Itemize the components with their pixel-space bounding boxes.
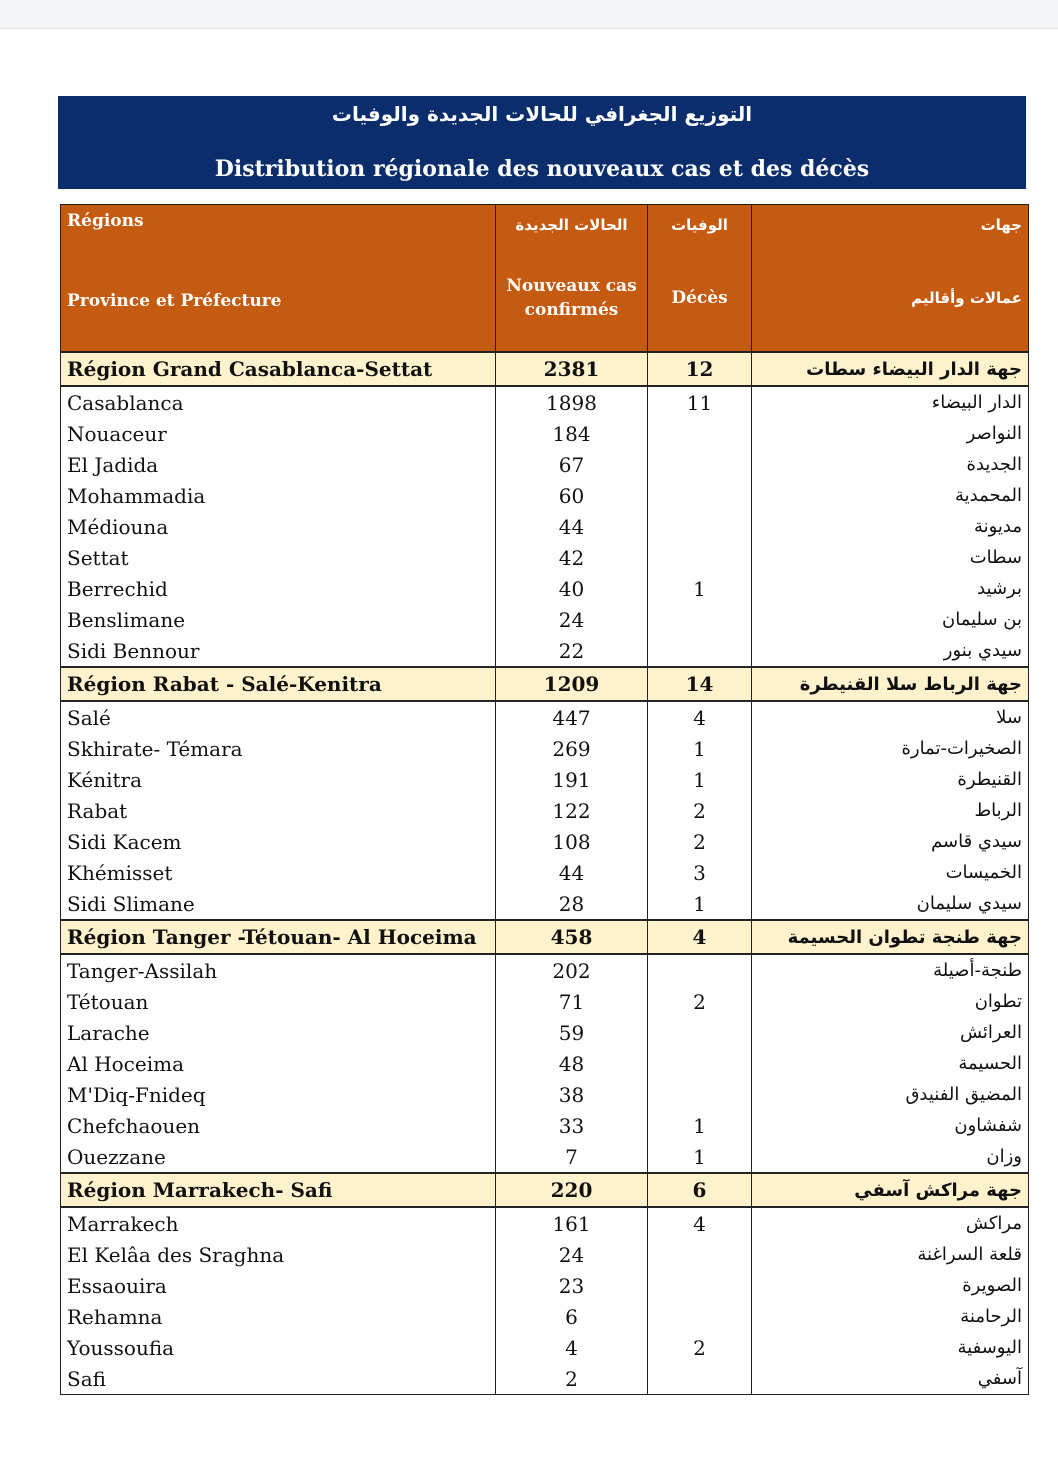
province-name: Sidi Kacem — [61, 826, 496, 857]
province-deaths — [648, 635, 752, 667]
province-name: Al Hoceima — [61, 1048, 496, 1079]
province-name-ar: سيدي بنور — [752, 635, 1029, 667]
province-name-ar: اليوسفية — [752, 1332, 1029, 1363]
province-name: Ouezzane — [61, 1141, 496, 1173]
province-cases: 33 — [496, 1110, 648, 1141]
title-arabic: التوزيع الجغرافي للحالات الجديدة والوفيات — [331, 102, 753, 126]
province-deaths: 1 — [648, 573, 752, 604]
header-province-ar: عمالات وأقاليم — [752, 245, 1029, 352]
province-name: Larache — [61, 1017, 496, 1048]
province-name-ar: الدار البيضاء — [752, 386, 1029, 418]
province-name: Tanger-Assilah — [61, 954, 496, 986]
table-row — [61, 826, 1029, 857]
table-row — [61, 1270, 1029, 1301]
province-deaths — [648, 1301, 752, 1332]
province-cases: 22 — [496, 635, 648, 667]
table-row — [61, 1301, 1029, 1332]
region-row — [61, 920, 1029, 954]
region-cases: 220 — [496, 1173, 648, 1207]
table-row — [61, 1332, 1029, 1363]
table-row — [61, 795, 1029, 826]
header-new-cases-ar: الحالات الجديدة — [496, 205, 648, 246]
header-regions-ar: جهات — [752, 205, 1029, 246]
region-name-ar: جهة طنجة تطوان الحسيمة — [752, 920, 1029, 954]
table-row — [61, 542, 1029, 573]
province-cases: 191 — [496, 764, 648, 795]
region-deaths: 12 — [648, 352, 752, 386]
province-name-ar: الرباط — [752, 795, 1029, 826]
province-name-ar: طنجة-أصيلة — [752, 954, 1029, 986]
province-deaths — [648, 1048, 752, 1079]
province-deaths: 1 — [648, 764, 752, 795]
province-cases: 71 — [496, 986, 648, 1017]
province-cases: 122 — [496, 795, 648, 826]
province-name: Chefchaouen — [61, 1110, 496, 1141]
province-cases: 23 — [496, 1270, 648, 1301]
province-name-ar: الجديدة — [752, 449, 1029, 480]
table-row — [61, 701, 1029, 733]
province-name: Safi — [61, 1363, 496, 1395]
province-name-ar: شفشاون — [752, 1110, 1029, 1141]
region-deaths: 14 — [648, 667, 752, 701]
province-name-ar: برشيد — [752, 573, 1029, 604]
province-cases: 7 — [496, 1141, 648, 1173]
province-name: Skhirate- Témara — [61, 733, 496, 764]
table-row — [61, 986, 1029, 1017]
table-row — [61, 1141, 1029, 1173]
province-deaths: 2 — [648, 1332, 752, 1363]
province-deaths — [648, 1017, 752, 1048]
region-name-ar: جهة الدار البيضاء سطات — [752, 352, 1029, 386]
header-deaths-ar: الوفيات — [648, 205, 752, 246]
province-name-ar: النواصر — [752, 418, 1029, 449]
province-name: Nouaceur — [61, 418, 496, 449]
province-cases: 67 — [496, 449, 648, 480]
province-deaths — [648, 1270, 752, 1301]
province-name: Khémisset — [61, 857, 496, 888]
province-deaths: 1 — [648, 1141, 752, 1173]
table-row — [61, 1207, 1029, 1239]
province-cases: 28 — [496, 888, 648, 920]
province-name: Médiouna — [61, 511, 496, 542]
province-name-ar: سيدي قاسم — [752, 826, 1029, 857]
province-cases: 59 — [496, 1017, 648, 1048]
province-name-ar: سطات — [752, 542, 1029, 573]
province-name-ar: الخميسات — [752, 857, 1029, 888]
table-row — [61, 511, 1029, 542]
table-row — [61, 386, 1029, 418]
province-cases: 4 — [496, 1332, 648, 1363]
province-name-ar: سيدي سليمان — [752, 888, 1029, 920]
province-deaths — [648, 1363, 752, 1395]
province-deaths — [648, 511, 752, 542]
browser-top-bar — [0, 0, 1058, 29]
region-deaths: 6 — [648, 1173, 752, 1207]
province-cases: 48 — [496, 1048, 648, 1079]
title-french: Distribution régionale des nouveaux cas et des décès — [214, 156, 870, 182]
province-name: Casablanca — [61, 386, 496, 418]
province-deaths: 1 — [648, 733, 752, 764]
province-deaths — [648, 1239, 752, 1270]
province-name-ar: المضيق الفنيدق — [752, 1079, 1029, 1110]
region-cases: 1209 — [496, 667, 648, 701]
province-name: Sidi Slimane — [61, 888, 496, 920]
table-row — [61, 418, 1029, 449]
region-name: Région Tanger -Tétouan- Al Hoceima — [61, 920, 496, 954]
province-name: Youssoufia — [61, 1332, 496, 1363]
table-row — [61, 857, 1029, 888]
province-name-ar: العرائش — [752, 1017, 1029, 1048]
province-name: M'Diq-Fnideq — [61, 1079, 496, 1110]
province-cases: 44 — [496, 511, 648, 542]
province-cases: 269 — [496, 733, 648, 764]
table-row — [61, 573, 1029, 604]
province-deaths — [648, 954, 752, 986]
province-cases: 184 — [496, 418, 648, 449]
region-name-ar: جهة مراكش آسفي — [752, 1173, 1029, 1207]
region-deaths: 4 — [648, 920, 752, 954]
province-deaths — [648, 542, 752, 573]
distribution-table — [60, 204, 1029, 1395]
province-cases: 60 — [496, 480, 648, 511]
province-name: Sidi Bennour — [61, 635, 496, 667]
province-name: Mohammadia — [61, 480, 496, 511]
table-row — [61, 1110, 1029, 1141]
table-row — [61, 954, 1029, 986]
province-cases: 2 — [496, 1363, 648, 1395]
province-name: Essaouira — [61, 1270, 496, 1301]
province-cases: 44 — [496, 857, 648, 888]
province-deaths — [648, 449, 752, 480]
header-new-cases-fr-text: Nouveaux cas confirmés — [506, 276, 637, 320]
region-cases: 458 — [496, 920, 648, 954]
header-deaths-fr: Décès — [648, 245, 752, 352]
table-row — [61, 1048, 1029, 1079]
region-row — [61, 1173, 1029, 1207]
province-name-ar: مراكش — [752, 1207, 1029, 1239]
header-province: Province et Préfecture — [61, 245, 496, 352]
table-row — [61, 1079, 1029, 1110]
province-name-ar: سلا — [752, 701, 1029, 733]
region-name: Région Marrakech- Safi — [61, 1173, 496, 1207]
table-row — [61, 888, 1029, 920]
province-deaths — [648, 604, 752, 635]
province-cases: 108 — [496, 826, 648, 857]
region-row — [61, 352, 1029, 386]
province-deaths: 11 — [648, 386, 752, 418]
province-deaths — [648, 418, 752, 449]
region-name: Région Grand Casablanca-Settat — [61, 352, 496, 386]
table-row — [61, 1017, 1029, 1048]
province-name: Kénitra — [61, 764, 496, 795]
province-name: Tétouan — [61, 986, 496, 1017]
table-row — [61, 635, 1029, 667]
province-deaths: 2 — [648, 795, 752, 826]
province-name-ar: مديونة — [752, 511, 1029, 542]
province-name: Marrakech — [61, 1207, 496, 1239]
region-name: Région Rabat - Salé-Kenitra — [61, 667, 496, 701]
province-cases: 1898 — [496, 386, 648, 418]
province-name-ar: آسفي — [752, 1363, 1029, 1395]
province-cases: 38 — [496, 1079, 648, 1110]
province-cases: 24 — [496, 604, 648, 635]
province-name: Rehamna — [61, 1301, 496, 1332]
province-name-ar: الصخيرات-تمارة — [752, 733, 1029, 764]
province-name-ar: القنيطرة — [752, 764, 1029, 795]
province-name: Berrechid — [61, 573, 496, 604]
province-deaths: 3 — [648, 857, 752, 888]
province-name: Settat — [61, 542, 496, 573]
province-name-ar: المحمدية — [752, 480, 1029, 511]
table-row — [61, 1363, 1029, 1395]
region-row — [61, 667, 1029, 701]
province-cases: 447 — [496, 701, 648, 733]
province-name-ar: وزان — [752, 1141, 1029, 1173]
province-cases: 202 — [496, 954, 648, 986]
table-row — [61, 449, 1029, 480]
province-name: El Jadida — [61, 449, 496, 480]
province-deaths: 1 — [648, 1110, 752, 1141]
region-cases: 2381 — [496, 352, 648, 386]
table-header — [61, 205, 1029, 353]
province-deaths: 2 — [648, 826, 752, 857]
province-deaths: 2 — [648, 986, 752, 1017]
table-row — [61, 604, 1029, 635]
province-cases: 24 — [496, 1239, 648, 1270]
province-deaths: 1 — [648, 888, 752, 920]
table-row — [61, 1239, 1029, 1270]
table-row — [61, 480, 1029, 511]
province-name-ar: قلعة السراغنة — [752, 1239, 1029, 1270]
province-name: Salé — [61, 701, 496, 733]
province-cases: 6 — [496, 1301, 648, 1332]
region-name-ar: جهة الرباط سلا القنيطرة — [752, 667, 1029, 701]
province-name-ar: الرحامنة — [752, 1301, 1029, 1332]
header-new-cases-fr — [496, 245, 648, 352]
table-row — [61, 733, 1029, 764]
province-name: Rabat — [61, 795, 496, 826]
table-row — [61, 764, 1029, 795]
province-deaths: 4 — [648, 701, 752, 733]
province-cases: 42 — [496, 542, 648, 573]
title-banner — [58, 96, 1026, 189]
province-deaths — [648, 480, 752, 511]
province-cases: 161 — [496, 1207, 648, 1239]
header-regions: Régions — [61, 205, 496, 246]
province-name-ar: الحسيمة — [752, 1048, 1029, 1079]
table-body — [61, 352, 1029, 1395]
province-deaths: 4 — [648, 1207, 752, 1239]
province-deaths — [648, 1079, 752, 1110]
province-cases: 40 — [496, 573, 648, 604]
province-name-ar: بن سليمان — [752, 604, 1029, 635]
province-name: El Kelâa des Sraghna — [61, 1239, 496, 1270]
province-name-ar: الصويرة — [752, 1270, 1029, 1301]
province-name-ar: تطوان — [752, 986, 1029, 1017]
province-name: Benslimane — [61, 604, 496, 635]
